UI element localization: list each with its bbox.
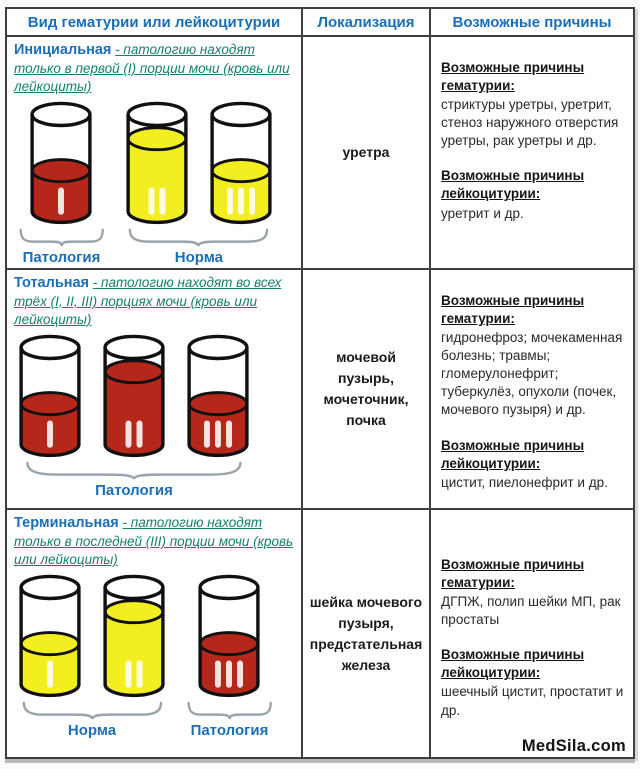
beaker-group-label: Патология (22, 248, 101, 266)
header-causes-column: Возможные причины (429, 9, 633, 35)
beaker-illustration (12, 100, 296, 266)
type-label: Инициальная (14, 42, 112, 58)
beaker-portion-1-icon (16, 333, 84, 459)
beaker-portion-2-icon (123, 100, 191, 226)
beaker-set (27, 100, 95, 226)
beaker-set (123, 100, 275, 226)
causes-heading: Возможные причины лейкоцитурии: (441, 168, 585, 202)
causes-text: шеечный цистит, простатит и др. (441, 684, 624, 718)
type-description (14, 41, 294, 96)
causes-heading: Возможные причины лейкоцитурии: (441, 437, 585, 471)
causes-cell (429, 37, 633, 268)
causes-text: цистит, пиелонефрит и др. (441, 474, 608, 490)
causes-cell (429, 270, 633, 508)
beaker-portion-3-icon (195, 573, 263, 699)
beaker-portion-1-icon (16, 573, 84, 699)
localization-cell: мочевой пузырь, мочеточник, почка (301, 270, 429, 508)
beaker-set (16, 333, 252, 459)
causes-heading: Возможные причины гематурии: (441, 557, 585, 591)
table-header-row (7, 9, 633, 35)
type-cell-terminal (7, 510, 301, 757)
beaker-set (16, 573, 168, 699)
beaker-portion-3-icon (184, 333, 252, 459)
beaker-illustration (12, 333, 296, 499)
brace-icon (19, 228, 104, 248)
type-definition-text: - патологию находят только в последней (III) порции мочи (кровь или лейкоциты) (14, 515, 294, 567)
causes-heading: Возможные причины лейкоцитурии: (441, 647, 585, 681)
localization-cell: шейка мочевого пузыря, предстательная железа (301, 510, 429, 757)
brace-icon (127, 228, 270, 248)
beaker-portion-2-icon (100, 333, 168, 459)
causes-heading: Возможные причины гематурии: (441, 60, 585, 94)
diagnostic-table (5, 7, 635, 759)
table-row-initial (7, 35, 633, 268)
beaker-portion-3-icon (207, 100, 275, 226)
causes-hematuria (441, 292, 625, 420)
beaker-portion-2-icon (100, 573, 168, 699)
type-label: Тотальная (14, 275, 90, 291)
causes-text: стриктуры уретры, уретрит, стеноз наружного отверстия уретры, рак уретры и др. (441, 97, 619, 149)
beaker-group-label: Патология (190, 721, 269, 739)
type-cell-initial (7, 37, 301, 268)
beaker-group-label: Патология (95, 481, 173, 499)
beaker-group-pathology (184, 573, 275, 739)
type-cell-total (7, 270, 301, 508)
causes-text: ДГПЖ, полип шейки МП, рак простаты (441, 594, 621, 628)
brace-icon (23, 461, 245, 481)
beaker-group-norm (123, 100, 275, 266)
beaker-group-pathology (16, 333, 252, 499)
causes-text: уретрит и др. (441, 205, 524, 221)
causes-hematuria (441, 556, 625, 629)
beaker-group-pathology (16, 100, 107, 266)
type-definition-text: - патологию находят во всех трёх (I, II, III) порциях мочи (кровь или лейкоциты) (14, 275, 282, 327)
type-label: Терминальная (14, 515, 119, 531)
beaker-group-norm (16, 573, 168, 739)
causes-hematuria (441, 59, 625, 150)
causes-leukocyturia (441, 167, 625, 222)
type-description (14, 274, 294, 329)
causes-heading: Возможные причины гематурии: (441, 293, 585, 327)
causes-text: гидронефроз; мочекаменная болезнь; травмы; гломерулонефрит; туберкулёз, опухоли (почек, мочевого пузыря) и др. (441, 330, 623, 418)
header-localization-column: Локализация (301, 9, 429, 35)
localization-cell: уретра (301, 37, 429, 268)
type-definition-text: - патологию находят только в первой (I) порции мочи (кровь или лейкоциты) (14, 42, 290, 94)
beaker-group-label: Норма (174, 248, 223, 266)
site-watermark: MedSila.com (521, 736, 626, 755)
brace-icon (21, 701, 164, 721)
table-row-terminal (7, 508, 633, 757)
causes-cell (429, 510, 633, 757)
brace-icon (187, 701, 272, 721)
beaker-illustration (12, 573, 296, 739)
type-description (14, 514, 294, 569)
beaker-group-label: Норма (67, 721, 117, 739)
causes-leukocyturia (441, 646, 625, 719)
beaker-set (195, 573, 263, 699)
beaker-portion-1-icon (27, 100, 95, 226)
table-row-total (7, 268, 633, 508)
header-type-column: Вид гематурии или лейкоцитурии (7, 9, 301, 35)
causes-leukocyturia (441, 437, 625, 492)
